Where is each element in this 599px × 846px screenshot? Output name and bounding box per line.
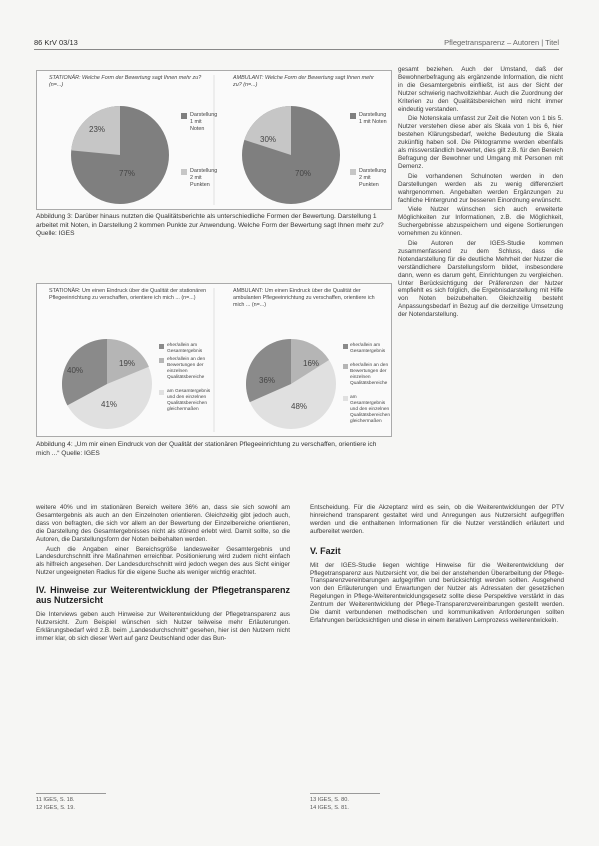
legend-swatch-noten-right [350,113,356,119]
fig3-legend-b: Darstellung 2 mit Punkten [190,168,218,188]
page-header [34,38,559,50]
legend-swatch-punkte-right [350,169,356,175]
fig3-legend-b-right: Darstellung 2 mit Punkten [359,168,387,188]
paragraph: Die Notenskala umfasst zur Zeit die Noten von 1 bis 5. Nutzer verstehen diese aber als Skala von 1 bis 6, hier bestehen Klärungsbedarf, welche Bedeutung die Skala zukünftig haben soll. Die Piktogramme werden ebenfalls als missverständlich bewertet, dies gilt z.B. für den Bereich Befragung der Bewohner und Umgang mit Personen mit Demenz. [398,115,563,170]
fig4-legend-1: eher/allein am Gesamtergebnis [167,343,203,354]
figure-4-caption: Abbildung 4: „Um mir einen Eindruck von der Qualität der stationären Pflegeeinrichtung zu verschaffen, orientiere ich mich ...“ Quelle: IGES [36,441,377,457]
fig4-legend-3: am Gesamtergebnis und den einzelnen Qualitätsbereichen gleichermaßen [167,389,211,412]
footnote-rule-left [36,793,106,794]
fig3-right-title: AMBULANT: Welche Form der Bewertung sagt Ihnen mehr zu? (n=...) [233,75,374,88]
fig3-left-pct-a: 23% [89,125,106,134]
legend-swatch-3 [159,390,164,395]
running-head: Pflegetransparenz – Autoren | Titel [444,38,559,47]
legend-swatch-2 [159,358,164,363]
right-column-top [398,66,563,321]
fig4-legend-2: eher/allein an den Bewertungen der einzelnen Qualitätsbereiche [167,357,206,380]
fig3-right-pct-b: 70% [295,169,312,178]
paragraph: Mit der IGES-Studie liegen wichtige Hinweise für die Weiterentwicklung der Pflegetransparenz aus Nutzersicht vor, die bei der anstehenden Überarbeitung der Pflege-Transparenzvereinbarungen aufgegriffen und berücksichtigt werden sollten. Ausgehend von den Erläuterungen und Erwartungen der Nutzer als Adressaten der gesetzlichen Regelungen in Pflege-Weiterentwicklungsgesetz sollte diese Perspektive verstärkt in das Zentrum der Weiterentwicklung der Pflege-Transparenzvereinbarungen gestellt werden. Die damit verbundenen methodischen und kommunikativen Anforderungen sollten Erfahrungen berücksichtigen und diese in einem iterativen Lernprozess weiterentwickeln. [310,561,564,624]
left-column-bottom [36,504,290,645]
legend-swatch-1-right [343,344,348,349]
paragraph: Entscheidung. Für die Akzeptanz wird es sein, ob die Weiterentwicklungen der PTV hinreichend transparent gestaltet wird und Anregungen aus Nutzersicht aufgegriffen werden und die enthaltenen Informationen für die Nutzer verständlich erläutert und aufbereitet werden. [310,504,564,535]
pie-stationaer [71,106,169,204]
pie-stationaer-4 [62,339,152,429]
header-rule [34,49,559,50]
paragraph: gesamt beziehen. Auch der Umstand, daß der Bewohnerbefragung als ergänzende Information, die nicht in die Gesamtergebnis einfließt, ist aus der Sicht der Nutzer schwierig nachvollziehbar. Auch die Zuordnung der Kriterien zu den Qualitätsbereichen wird nicht immer eindeutig verstanden. [398,66,563,113]
paragraph: Auch die Angaben einer Bereichsgröße landesweiter Gesamtergebnis und Landesdurchschnitt ihre Maßnahmen erreichbar. Positionierung wird zudem nicht einfach als hilfreich angesehen. Der Landesdurchschnitt wird jedoch wegen des aus Sicht einiger Nutzer ungeeigneten Radius für die eigene Suche als weniger wichtig erachtet. [36,545,290,577]
footnote-rule-right [310,793,380,794]
fig4-legend-1-right: eher/allein am Gesamtergebnis [350,343,386,354]
footnote: 12 IGES, S. 19. [36,804,75,811]
fig4-left-pct-1: 40% [67,366,84,375]
fig3-right-pct-a: 30% [260,135,277,144]
figure-3 [36,70,392,210]
figure-3-caption: Abbildung 3: Darüber hinaus nutzten die Qualitätsberichte als unterschiedliche Formen der Bewertung. Darstellung 1 arbeitet mit Noten, in Darstellung 2 kommen Punkte zur Anwendung. Welche Form der Bewertung sagt Ihnen mehr zu? Quelle: IGES [36,213,384,238]
paragraph: Die Autoren der IGES-Studie kommen zusammenfassend zu dem Schluss, dass die Notendarstellung für die deutliche Mehrheit der Nutzer die verständlichere Darstellungsform bildet, insbesondere dann, wenn es darum geht, Einrichtungen zu vergleichen. Unter Berücksichtigung der Präferenzen der Nutzer empfiehlt es sich folglich, die Ergebnisdarstellung mit Hilfe von Noten beizubehalten. Gleichzeitig besteht Anpassungsbedarf in Bezug auf die derzeitige Umsetzung der Notendarstellung. [398,240,563,319]
fig4-right-title: AMBULANT: Um einen Eindruck über die Qualität der ambulanten Pflegeeinrichtung zu verschaffen, orientiere ich mich ... (n=...) [233,288,375,308]
section-5-heading: V. Fazit [310,545,341,556]
paragraph: Die vorhandenen Schulnoten werden in den Darstellungen werden als zu wenig differenziert wahrgenommen. Angebalten werden Ergänzungen zu fachliche Hintergrund zur besseren Einordnung erwünscht. [398,172,563,204]
fig3-left-title: STATIONÄR: Welche Form der Bewertung sagt Ihnen mehr zu? (n=...) [49,75,202,88]
figure-3-pies [37,71,391,209]
pie-ambulant [242,106,340,204]
fig3-legend-a: Darstellung 1 mit Noten [190,112,218,132]
footnote: 14 IGES, S. 81. [310,804,349,811]
legend-swatch-noten [181,113,187,119]
fig3-left-pct-b: 77% [119,169,136,178]
paragraph: Die Interviews geben auch Hinweise zur Weiterentwicklung der Pflegetransparenz aus Nutzersicht. Zum Beispiel wünschen sich Nutzer teilweise mehr Erläuterungen. Erklärungsbedarf wird z.B. beim „Landesdurchschnitt“ gesehen, hier ist den Nutzern nicht immer klar, ob sich dieser Wert auf ganz Deutschland oder das Bun- [36,611,290,642]
fig4-right-pct-2: 16% [303,359,320,368]
fig3-legend-a-right: Darstellung 1 mit Noten [359,112,387,125]
legend-swatch-punkte [181,169,187,175]
fig4-right-pct-1: 36% [259,376,276,385]
fig4-left-pct-3: 41% [101,400,118,409]
paragraph: Viele Nutzer wünschen sich auch erweiterte Möglichkeiten zur Informationen, z.B. die Möglichkeit, Suchergebnisse abzuspeichern und eigene Sortierungen vornehmen zu können. [398,206,563,238]
paragraph: weitere 40% und im stationären Bereich weitere 36% an, dass sie sich sowohl am Gesamtergebnis als auch an den Einzelnoten orientieren. Gleichzeitig gibt jedoch auch, dass von befragten, die sich vor allem an der Bewertung der Einzelbereiche orientieren, die Darstellung des Gesamtergebnisses nicht als störend erlebt wird. Damit sollte, so die Autoren, die Darstellungsform der Noten beibehalten werden. [36,504,290,543]
legend-swatch-2-right [343,364,348,369]
section-4-heading: IV. Hinweise zur Weiterentwicklung der Pflegetransparenz aus Nutzersicht [36,585,290,606]
legend-swatch-3-right [343,396,348,401]
fig4-legend-3-right: am Gesamtergebnis und den einzelnen Qualitätsbereichen gleichermaßen [350,395,390,424]
page-number: 86 KrV 03/13 [34,38,78,47]
legend-swatch-1 [159,344,164,349]
footnote: 11 IGES, S. 18. [36,797,75,803]
fig4-right-pct-3: 48% [291,402,308,411]
fig4-left-title: STATIONÄR: Um einen Eindruck über die Qualität der stationären Pflegeeinrichtung zu verschaffen, orientiere ich mich ... (n=...) [49,288,207,301]
footnote: 13 IGES, S. 80. [310,797,349,803]
right-column-bottom [310,504,564,627]
figure-4 [36,283,392,437]
fig4-legend-2-right: eher/allein an den Bewertungen der einzelnen Qualitätsbereiche [350,363,389,386]
fig4-left-pct-2: 19% [119,359,136,368]
footnotes-right [310,797,349,812]
footnotes-left [36,797,75,812]
